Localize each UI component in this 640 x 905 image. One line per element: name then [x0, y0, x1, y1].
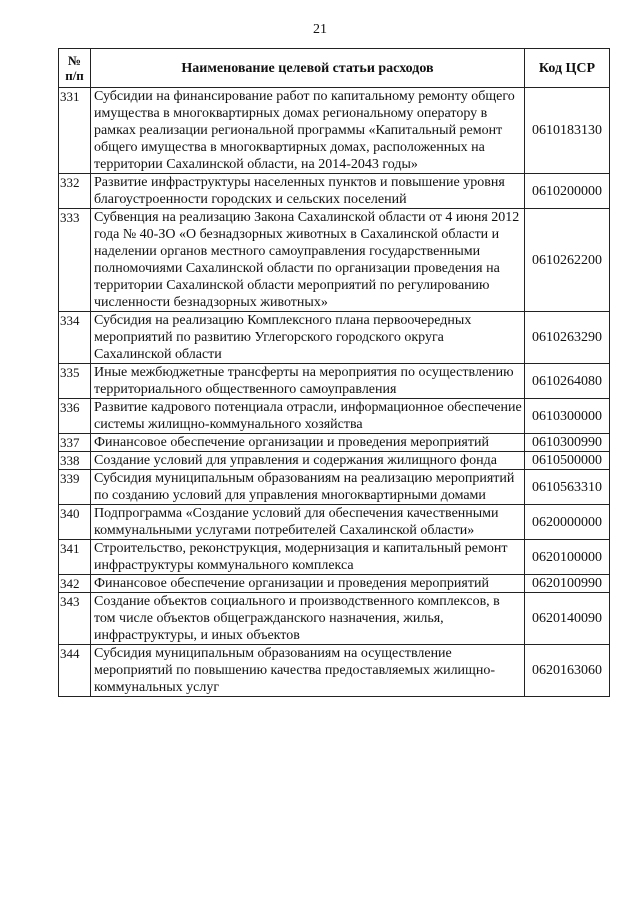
table-row	[59, 452, 610, 470]
row-number: 336	[59, 399, 91, 434]
row-item-name: Подпрограмма «Создание условий для обеспечения качественными коммунальными услугами потребителей Сахалинской области»	[91, 505, 525, 540]
header-number-sign: №	[67, 53, 82, 68]
table-row	[59, 434, 610, 452]
row-item-name: Субсидии на финансирование работ по капитальному ремонту общего имущества в многоквартирных домах региональному оператору в рамках реализации региональной программы «Капитальный ремонт общего имущества в многоквартирных домах, расположенных на территории Сахалинской области, на 2014-2043 годы»	[91, 88, 525, 174]
row-item-name: Создание объектов социального и производственного комплексов, в том числе объектов общегражданского назначения, жилья, инфраструктуры, и иных объектов	[91, 593, 525, 645]
row-csr-code: 0610200000	[525, 174, 610, 209]
row-item-name: Развитие инфраструктуры населенных пунктов и повышение уровня благоустроенности городских и сельских поселений	[91, 174, 525, 209]
budget-classification-table	[58, 48, 610, 697]
row-item-name: Иные межбюджетные трансферты на мероприятия по осуществлению территориального общественного самоуправления	[91, 364, 525, 399]
row-number: 344	[59, 645, 91, 697]
row-number: 334	[59, 312, 91, 364]
table-row	[59, 540, 610, 575]
table-row	[59, 312, 610, 364]
row-item-name: Субвенция на реализацию Закона Сахалинской области от 4 июня 2012 года № 40-ЗО «О безнадзорных животных в Сахалинской области и наделении органов местного самоуправления государственными полномочиями Сахалинской области по организации проведения на территории Сахалинской области мероприятий по регулированию численности безнадзорных животных»	[91, 209, 525, 312]
row-number: 342	[59, 575, 91, 593]
row-csr-code: 0610183130	[525, 88, 610, 174]
page-number: 21	[313, 22, 327, 37]
row-csr-code: 0610262200	[525, 209, 610, 312]
row-csr-code: 0620100000	[525, 540, 610, 575]
table-row	[59, 505, 610, 540]
header-row-number	[59, 49, 91, 88]
row-number: 337	[59, 434, 91, 452]
row-item-name: Строительство, реконструкция, модернизация и капитальный ремонт инфраструктуры коммунального комплекса	[91, 540, 525, 575]
row-number: 331	[59, 88, 91, 174]
table-row	[59, 593, 610, 645]
row-number: 333	[59, 209, 91, 312]
table-row	[59, 174, 610, 209]
table-header-row	[59, 49, 610, 88]
row-item-name: Финансовое обеспечение организации и проведения мероприятий	[91, 575, 525, 593]
row-item-name: Развитие кадрового потенциала отрасли, информационное обеспечение системы жилищно-коммунального хозяйства	[91, 399, 525, 434]
row-number: 341	[59, 540, 91, 575]
row-csr-code: 0620100990	[525, 575, 610, 593]
row-csr-code: 0620000000	[525, 505, 610, 540]
row-number: 343	[59, 593, 91, 645]
table-row	[59, 399, 610, 434]
row-number: 338	[59, 452, 91, 470]
row-item-name: Финансовое обеспечение организации и проведения мероприятий	[91, 434, 525, 452]
row-csr-code: 0610563310	[525, 470, 610, 505]
header-number-abbr: п/п	[65, 68, 84, 83]
row-item-name: Субсидия муниципальным образованиям на реализацию мероприятий по созданию условий для управления многоквартирными домами	[91, 470, 525, 505]
table-row	[59, 575, 610, 593]
row-csr-code: 0610263290	[525, 312, 610, 364]
table-row	[59, 209, 610, 312]
table-row	[59, 470, 610, 505]
row-number: 335	[59, 364, 91, 399]
header-item-name: Наименование целевой статьи расходов	[91, 49, 525, 88]
row-csr-code: 0610500000	[525, 452, 610, 470]
row-csr-code: 0620140090	[525, 593, 610, 645]
row-csr-code: 0610300000	[525, 399, 610, 434]
table-row	[59, 88, 610, 174]
row-number: 332	[59, 174, 91, 209]
row-csr-code: 0620163060	[525, 645, 610, 697]
row-number: 339	[59, 470, 91, 505]
row-number: 340	[59, 505, 91, 540]
row-item-name: Создание условий для управления и содержания жилищного фонда	[91, 452, 525, 470]
row-item-name: Субсидия муниципальным образованиям на осуществление мероприятий по повышению качества предоставляемых жилищно-коммунальных услуг	[91, 645, 525, 697]
row-csr-code: 0610300990	[525, 434, 610, 452]
table-row	[59, 364, 610, 399]
table-row	[59, 645, 610, 697]
row-csr-code: 0610264080	[525, 364, 610, 399]
row-item-name: Субсидия на реализацию Комплексного плана первоочередных мероприятий по развитию Углегорского городского округа Сахалинской области	[91, 312, 525, 364]
header-csr-code: Код ЦСР	[525, 49, 610, 88]
